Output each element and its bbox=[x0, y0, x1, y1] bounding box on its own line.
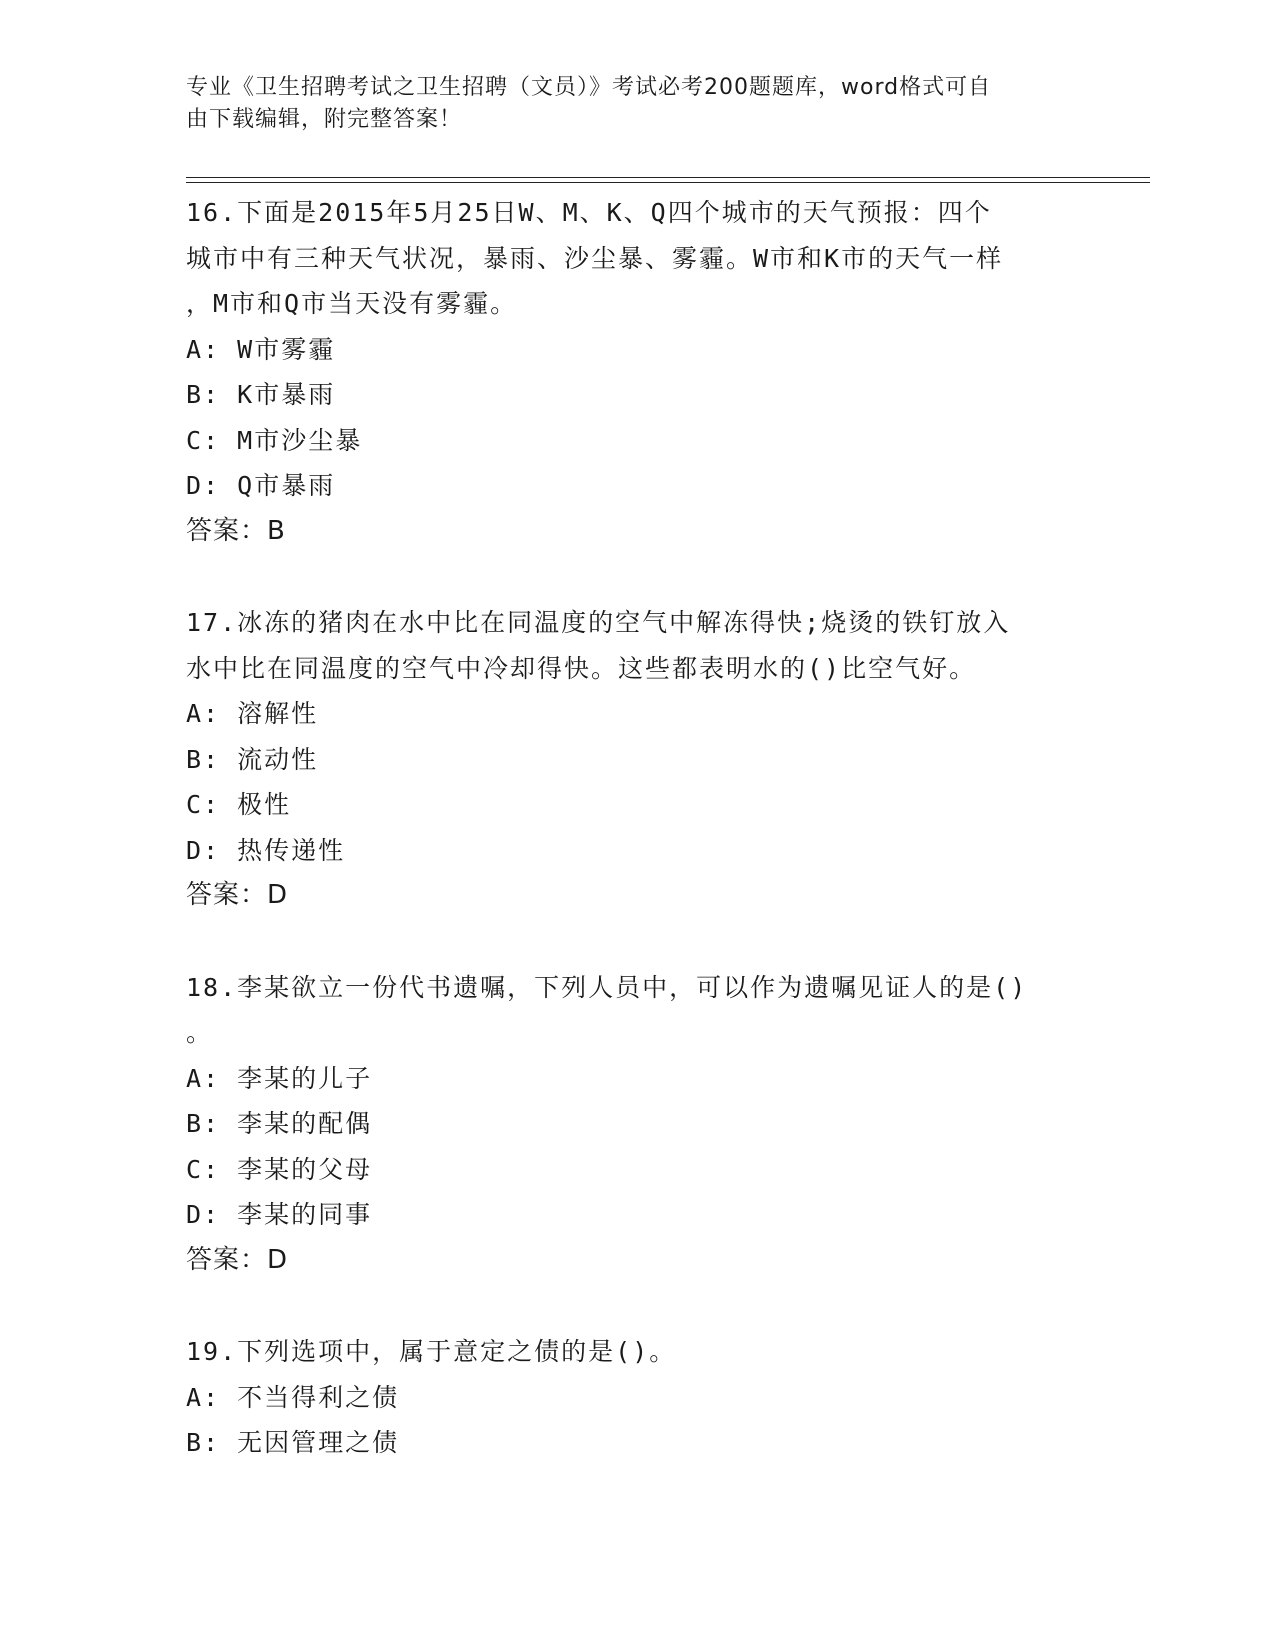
header-line-1: 专业《卫生招聘考试之卫生招聘（文员）》考试必考200题题库，word格式可自 bbox=[186, 75, 992, 100]
option-c: C: M市沙尘暴 bbox=[186, 425, 363, 455]
option-d: D: 热传递性 bbox=[186, 835, 346, 865]
question-19 bbox=[186, 1329, 1086, 1466]
option-b: B: K市暴雨 bbox=[186, 380, 336, 409]
option-b: B: 李某的配偶 bbox=[186, 1109, 373, 1138]
answer-line: 答案：D bbox=[186, 1244, 289, 1275]
header-divider-bottom bbox=[186, 182, 1150, 183]
question-spacer bbox=[186, 1283, 1086, 1329]
option-a: A: W市雾霾 bbox=[186, 334, 336, 364]
option-a: A: 溶解性 bbox=[186, 699, 319, 728]
question-stem-line: 16.下面是2015年5月25日W、M、K、Q四个城市的天气预报：四个 bbox=[186, 198, 992, 227]
question-stem-line: 。 bbox=[186, 1018, 214, 1047]
question-17 bbox=[186, 600, 1086, 919]
answer-line: 答案：D bbox=[186, 880, 289, 910]
option-a: A: 李某的儿子 bbox=[186, 1063, 373, 1093]
question-spacer bbox=[186, 554, 1086, 600]
option-b: B: 无因管理之债 bbox=[186, 1428, 400, 1457]
answer-line: 答案：B bbox=[186, 515, 286, 546]
question-stem-line: 17.冰冻的猪肉在水中比在同温度的空气中解冻得快;烧烫的铁钉放入 bbox=[186, 608, 1011, 637]
question-stem-line: 城市中有三种天气状况，暴雨、沙尘暴、雾霾。W市和K市的天气一样 bbox=[186, 243, 1004, 273]
question-list bbox=[186, 190, 1086, 1466]
question-stem-line: 18.李某欲立一份代书遗嘱，下列人员中，可以作为遗嘱见证人的是() bbox=[186, 972, 1028, 1002]
question-stem-line: 19.下列选项中，属于意定之债的是()。 bbox=[186, 1337, 677, 1366]
option-c: C: 极性 bbox=[186, 790, 292, 819]
question-stem-line: 水中比在同温度的空气中冷却得快。这些都表明水的()比空气好。 bbox=[186, 653, 977, 683]
question-16 bbox=[186, 190, 1086, 554]
question-stem-line: ，M市和Q市当天没有雾霾。 bbox=[186, 289, 518, 318]
document-header bbox=[186, 72, 1066, 136]
option-b: B: 流动性 bbox=[186, 744, 319, 774]
question-spacer bbox=[186, 919, 1086, 965]
option-c: C: 李某的父母 bbox=[186, 1154, 373, 1184]
header-divider-top bbox=[186, 177, 1150, 178]
option-a: A: 不当得利之债 bbox=[186, 1382, 400, 1412]
header-line-2: 由下载编辑，附完整答案！ bbox=[186, 107, 463, 132]
question-18 bbox=[186, 965, 1086, 1284]
option-d: D: 李某的同事 bbox=[186, 1200, 373, 1229]
option-d: D: Q市暴雨 bbox=[186, 471, 336, 500]
